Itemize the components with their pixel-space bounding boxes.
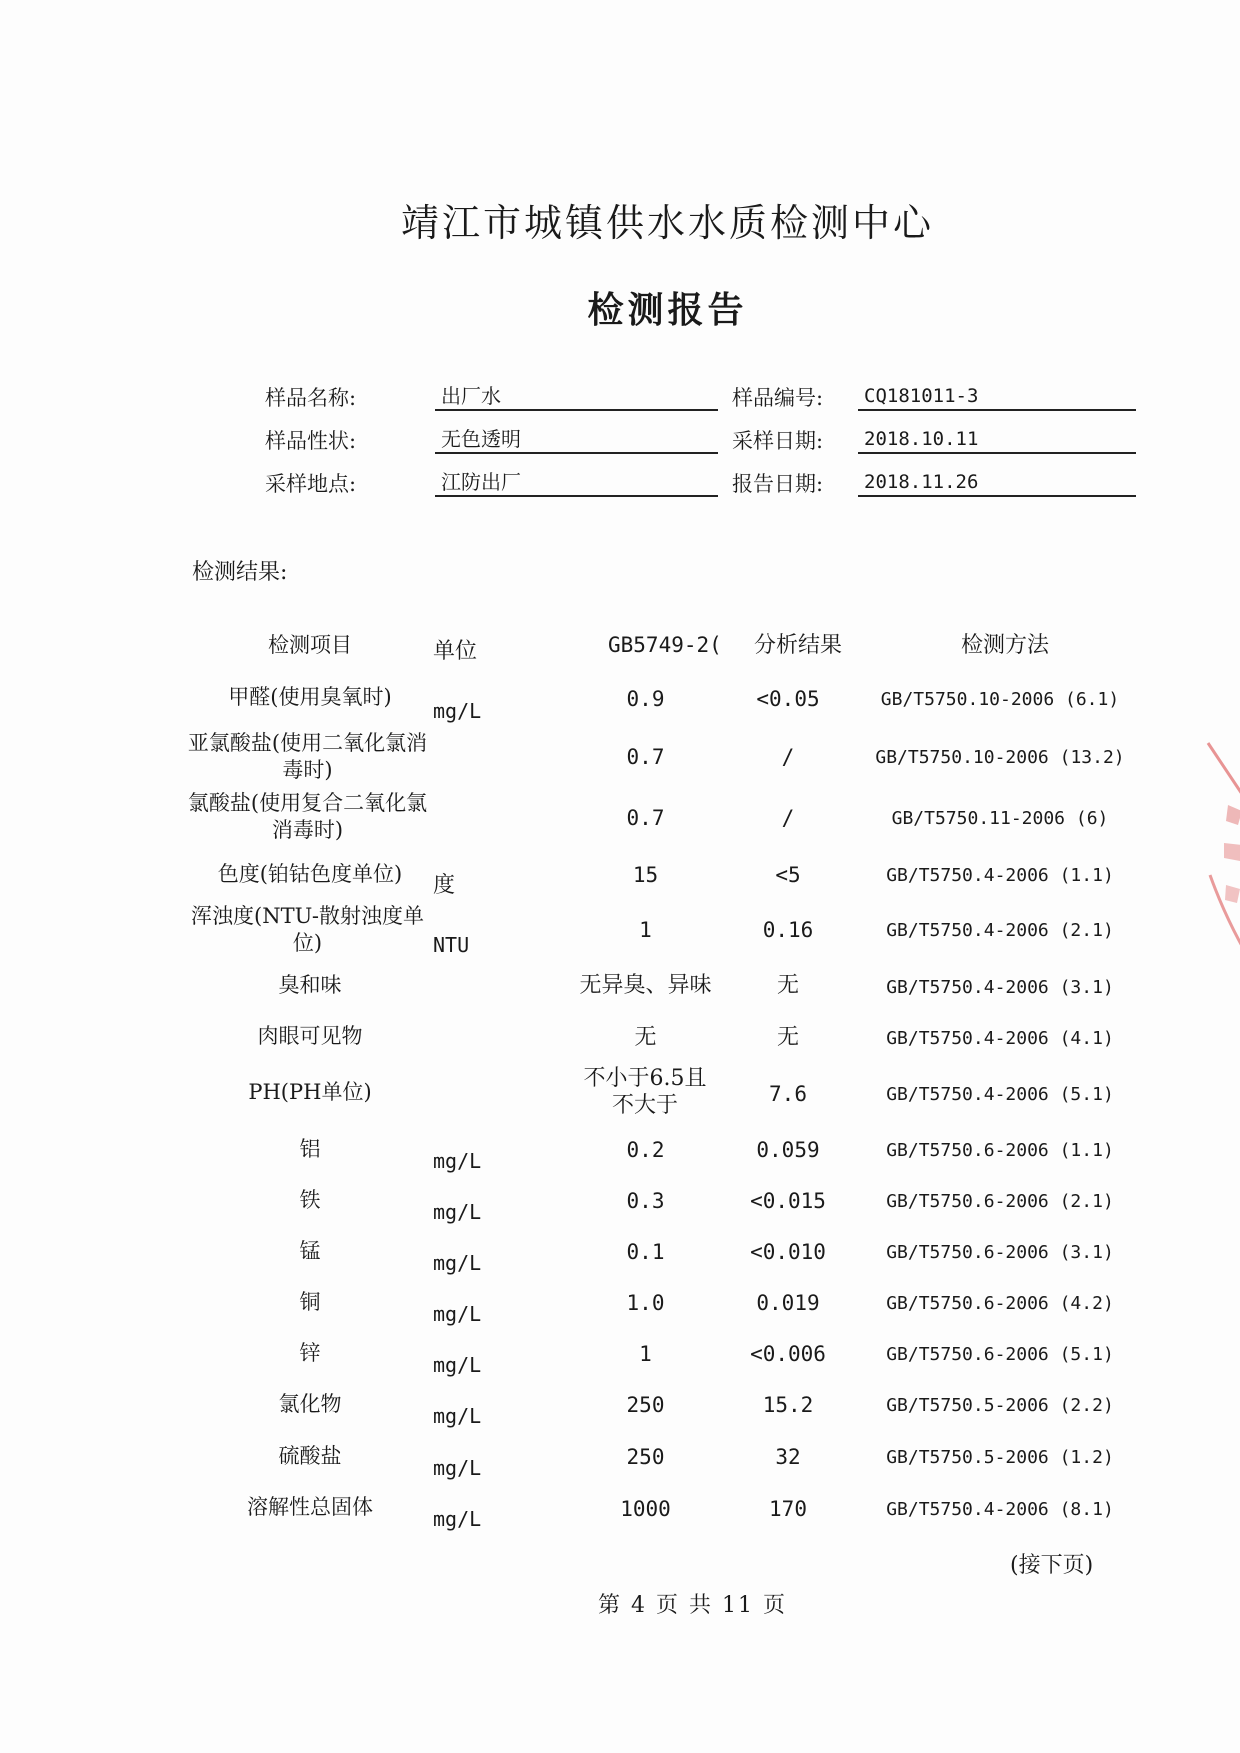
table-row-result: <0.006 [750,1342,826,1366]
table-row-limit: 0.2 [626,1138,665,1162]
table-row-item: 铁 [299,1188,321,1212]
header-unit: 单位 [433,639,478,664]
seal-stamp-icon [1198,725,1240,985]
continued-note: (接下页) [1010,1553,1094,1578]
sampling-date-value: 2018.10.11 [858,424,1136,454]
table-row-result: 无 [776,973,799,998]
report-title: 检测报告 [587,289,748,331]
table-row-limit: 250 [626,1445,665,1469]
table-row-limit: 无 [634,1025,657,1050]
table-row-result: 170 [769,1497,807,1521]
table-row-item: 锌 [299,1341,321,1365]
table-row-item: 臭和味 [278,973,342,997]
table-row-item: 铜 [299,1290,321,1314]
table-row-item: 浑浊度(NTU-散射浊度单位) [191,904,424,955]
header-limit: GB5749-2( [608,633,722,657]
table-row-method: GB/T5750.6-2006 (2.1) [886,1191,1114,1212]
sample-no-label: 样品编号: [732,386,824,410]
table-row-method: GB/T5750.6-2006 (1.1) [886,1140,1114,1161]
table-row-method: GB/T5750.4-2006 (1.1) [886,865,1114,886]
table-row-result: / [781,745,795,769]
results-heading: 检测结果: [192,560,288,585]
table-row-result: / [781,806,795,830]
organization-title: 靖江市城镇供水水质检测中心 [400,201,934,245]
table-row-item: 肉眼可见物 [257,1024,363,1048]
table-row-result: 0.019 [756,1291,820,1315]
table-row-unit: mg/L [433,699,482,723]
table-row-unit: mg/L [433,1507,482,1531]
table-row-unit: mg/L [433,1251,482,1275]
sample-name-value: 出厂水 [435,381,718,411]
table-row-unit: mg/L [433,1200,482,1224]
table-row-unit: mg/L [433,1302,482,1326]
table-row-method: GB/T5750.4-2006 (4.1) [886,1028,1114,1049]
table-row-limit: 0.1 [626,1240,665,1264]
table-row-result: 0.059 [756,1138,820,1162]
table-row-item: 硫酸盐 [278,1444,342,1468]
table-row-result: 无 [776,1025,799,1050]
page-number: 第 4 页 共 11 页 [598,1593,787,1618]
table-row-method: GB/T5750.4-2006 (8.1) [886,1499,1114,1520]
sampling-date-label: 采样日期: [732,429,824,453]
table-row-result: 32 [775,1445,801,1469]
table-row-limit: 15 [632,863,659,887]
table-row-unit: mg/L [433,1353,482,1377]
sample-state-label: 样品性状: [265,429,357,453]
table-row-limit: 0.7 [626,745,665,769]
table-row-result: <0.05 [756,687,820,711]
table-row-method: GB/T5750.4-2006 (2.1) [886,920,1114,941]
table-row-limit: 0.9 [626,687,665,711]
table-row-method: GB/T5750.6-2006 (5.1) [886,1344,1114,1365]
table-row-item: PH(PH单位) [248,1080,372,1104]
sample-name-label: 样品名称: [265,386,357,410]
sampling-site-value: 江防出厂 [435,467,718,497]
table-row-unit: mg/L [433,1149,482,1173]
table-row-method: GB/T5750.6-2006 (3.1) [886,1242,1114,1263]
table-row-method: GB/T5750.6-2006 (4.2) [886,1293,1114,1314]
sample-no-value: CQ181011-3 [858,381,1136,411]
table-row-result: <0.015 [750,1189,826,1213]
table-row-item: 甲醛(使用臭氧时) [228,685,392,709]
table-row-method: GB/T5750.5-2006 (2.2) [886,1395,1114,1416]
table-row-item: 色度(铂钴色度单位) [217,862,403,886]
table-row-result: <0.010 [750,1240,826,1264]
table-row-method: GB/T5750.4-2006 (5.1) [886,1084,1114,1105]
table-row-limit: 250 [626,1393,665,1417]
table-row-item: 铝 [299,1137,321,1161]
table-row-limit: 1 [639,918,652,942]
table-row-limit: 不小于6.5且不大于 [583,1066,707,1118]
table-row-limit: 0.3 [626,1189,665,1213]
header-result: 分析结果 [753,633,842,658]
table-row-result: <5 [775,863,801,887]
table-row-item: 氯化物 [278,1392,342,1416]
table-row-unit: NTU [433,933,470,957]
table-row-method: GB/T5750.11-2006 (6) [891,808,1109,829]
table-row-item: 锰 [299,1239,321,1263]
report-date-value: 2018.11.26 [858,467,1136,497]
report-date-label: 报告日期: [732,472,824,496]
table-row-result: 7.6 [769,1082,807,1106]
table-row-unit: mg/L [433,1404,482,1428]
table-row-limit: 1000 [620,1497,671,1521]
sampling-site-label: 采样地点: [265,472,357,496]
table-row-limit: 无异臭、异味 [579,973,712,998]
table-row-limit: 1.0 [626,1291,665,1315]
table-row-item: 溶解性总固体 [247,1495,373,1519]
table-row-limit: 0.7 [626,806,665,830]
table-row-result: 15.2 [762,1393,814,1417]
header-item: 检测项目 [268,633,352,657]
table-row-method: GB/T5750.5-2006 (1.2) [886,1447,1114,1468]
table-row-item: 亚氯酸盐(使用二氧化氯消毒时) [187,731,428,782]
table-row-limit: 1 [639,1342,652,1366]
table-row-result: 0.16 [762,918,814,942]
table-row-unit: 度 [433,873,456,898]
table-row-method: GB/T5750.10-2006 (13.2) [875,747,1125,768]
table-row-method: GB/T5750.4-2006 (3.1) [886,977,1114,998]
table-row-item: 氯酸盐(使用复合二氧化氯消毒时) [187,791,428,842]
header-method: 检测方法 [960,633,1049,658]
sample-state-value: 无色透明 [435,424,718,454]
table-row-unit: mg/L [433,1456,482,1480]
table-row-method: GB/T5750.10-2006 (6.1) [880,689,1120,710]
